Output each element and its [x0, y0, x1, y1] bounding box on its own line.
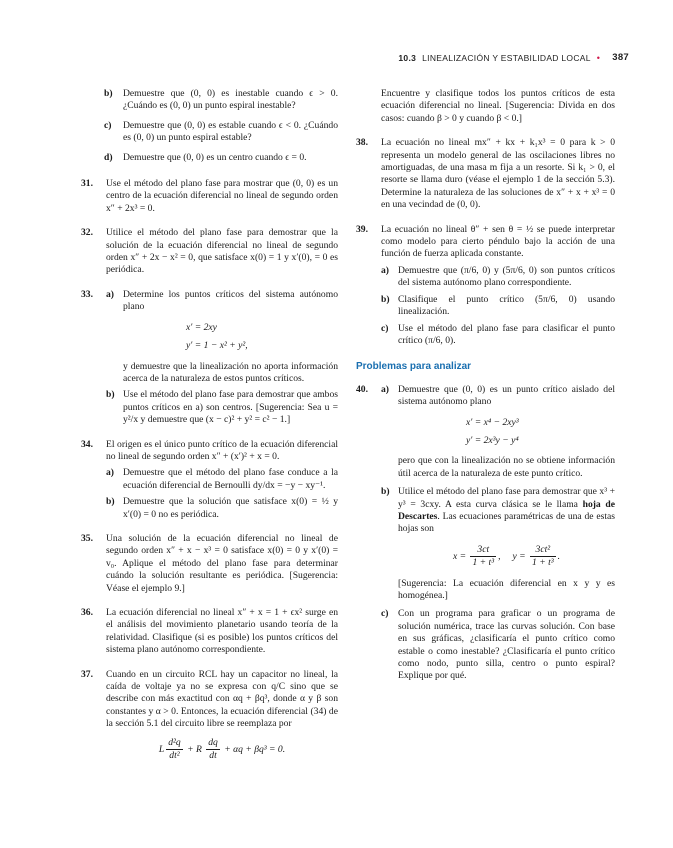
problem-32: 32. Utilice el método del plano fase para demostrar que la solución de la ecuación diferencial no lineal de segundo orden x″ + 2x − x² = 0, que satisface x(0) = 1 y x′(0), = 0 es periódica.	[81, 227, 338, 276]
problem-35: 35. Una solución de la ecuación diferencial no lineal de segundo orden x″ + x − x³ = 0 satisface x(0) = 0 y x′(0) = v₀. Aplique el método del plano fase para determinar cuándo la solución resultante es periódica. [Sugerencia: Véase el ejemplo 9.]	[81, 532, 338, 594]
problem-34: 34. El origen es el único punto crítico de la ecuación diferencial no lineal de segundo orden x″ + (x′)² + x = 0. a) Demuestre que el método del plano fase conduce a la ecuación diferencial de Bernoulli dy/dx = −y − xy⁻¹. b) Demuestre que la solución que satisface x(0) = ½ y x′(0) = 0 no es periódica.	[81, 438, 338, 520]
problem-31: 31. Use el método del plano fase para mostrar que (0, 0) es un centro de la ecuación diferencial no lineal de segundo orden x″ + 2x³ = 0.	[81, 178, 338, 214]
header-bullet: •	[596, 52, 601, 63]
left-column	[81, 88, 338, 774]
right-column	[356, 88, 615, 695]
rcl-equation: L $\frac{\text{d²q}}{\text{dt²}}$ + R $\frac{dq}{dt}$ + αq + βq³ = 0.	[158, 736, 286, 762]
problem-39: 39. La ecuación no lineal θ″ + sen θ = ½ se puede interpretar como modelo para cierto péndulo bajo la acción de una función de fuerza aplicada constante. a) Demuestre que (π/6, 0) y (5π/6, 0) son puntos críticos del sistema autónomo plano correspondiente. b) Clasifique el punto crítico (5π/6, 0) usando linealización. c) Use el método del plano fase para clasificar el punto crítico (π/6, 0).	[356, 223, 615, 346]
problem-37: 37. Cuando en un circuito RCL hay un capacitor no lineal, la caída de voltaje ya no se expresa con q/C sino que se describe con más exactitud con αq + βq³, donde α y β son constantes y α > 0. Entonces, la ecuación diferencial (34) de la sección 5.1 del circuito libre se reemplaza por L $\frac{\text{d²q}}{\text{dt²}}$ + R $\frac{dq}{dt}$ + αq + βq³ = 0.	[81, 668, 338, 762]
running-header	[398, 52, 629, 63]
section-heading: Problemas para analizar	[356, 361, 472, 373]
equation: y′ = 2x³y − y⁴	[466, 434, 519, 446]
problem-36: 36. La ecuación diferencial no lineal x″ + x = 1 + ϵx² surge en el análisis del movimiento planetario usando teoría de la relatividad. Clasifique (si es posible) los puntos críticos del sistema plano autónomo correspondiente.	[81, 607, 338, 656]
page-number: 387	[612, 52, 629, 63]
problem-40: 40. a) Demuestre que (0, 0) es un punto crítico aislado del sistema autónomo plano x′ = x⁴ − 2xy³ y′ = 2x³y − y⁴ pero que con la linealización no se obtiene información útil acerca de la naturaleza de este punto crítico. b) Utilice el método del plano fase para demostrar que x³ + y³ = 3cxy. A esta curva clásica se le llama hoja de Descartes. Las ecuaciones paramétricas de una de estas hojas son x = $\frac{3ct}{\text{1 + t³}}$ , y = $\frac{\text{3ct²}}{\text{1 + t³}}$ . [Sugerencia: La ecuación diferencial en x y y es homogénea.] c) Con un programa para graficar o un programa de solución numérica, trace las curvas solución. Con base en sus gráficas, ¿clasificaría el punto crítico como estable o como inestable? ¿Clasificaría el punto crítico como nodo, punto silla, centro o punto espiral? Explique por qué.	[356, 383, 615, 682]
problem-30d: d) Demuestre que (0, 0) es un centro cuando ϵ = 0.	[104, 151, 307, 163]
equation: x′ = 2xy	[186, 321, 217, 333]
equation: y′ = 1 − x² + y²,	[186, 340, 248, 352]
section-title: LINEALIZACIÓN Y ESTABILIDAD LOCAL	[422, 52, 591, 63]
problem-30c: c) Demuestre que (0, 0) es estable cuando ϵ < 0. ¿Cuándo es (0, 0) un punto espiral estable?	[104, 119, 338, 144]
problem-30b: b) Demuestre que (0, 0) es inestable cuando ϵ > 0. ¿Cuándo es (0, 0) un punto espiral inestable?	[104, 88, 338, 112]
equation: x′ = x⁴ − 2xy³	[466, 416, 519, 428]
problem-37-continued: Encuentre y clasifique todos los puntos críticos de esta ecuación diferencial no lineal. [Sugerencia: Divida en dos casos: cuando β > 0 y cuando β < 0.]	[381, 88, 615, 124]
parametric-equations: x = $\frac{3ct}{\text{1 + t³}}$ , y = $\frac{\text{3ct²}}{\text{1 + t³}}$ .	[452, 543, 561, 569]
problem-38: 38. La ecuación no lineal mx″ + kx + k₁x³ = 0 para k > 0 representa un modelo general de las oscilaciones libres no amortiguadas, de una masa m fija a un resorte. Si k₁ > 0, el resorte se llama duro (véase el ejemplo 1 de la sección 5.3). Determine la naturaleza de las soluciones de x″ + x + x³ = 0 en una vecindad de (0, 0).	[356, 137, 615, 211]
problem-33: 33. a) Determine los puntos críticos del sistema autónomo plano x′ = 2xy y′ = 1 − x² + y², y demuestre que la linealización no aporta información acerca de la naturaleza de estos puntos críticos. b) Use el método del plano fase para demostrar que ambos puntos críticos en a) son centros. [Sugerencia: Sea u = y²/x y demuestre que (x − c)² + y² = c² − 1.]	[81, 288, 338, 426]
section-number: 10.3	[398, 52, 417, 63]
